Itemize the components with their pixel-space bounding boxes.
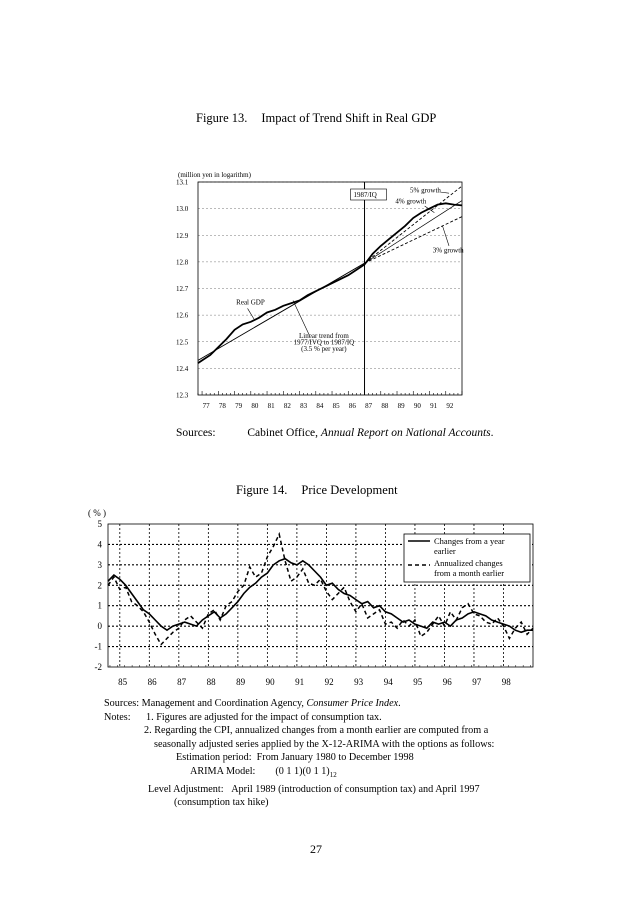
figure13-x-tick-label: 87 — [365, 402, 373, 410]
figure13-y-tick-label: 13.0 — [176, 205, 189, 214]
figure13-chart — [150, 165, 480, 420]
figure14-level-value1: April 1989 (introduction of consumption tax) and April 1997 — [231, 783, 480, 795]
figure13-y-tick-label: 12.3 — [176, 391, 189, 400]
figure14-legend — [404, 534, 530, 582]
figure13-y-tick-label: 12.9 — [176, 231, 189, 240]
figure14-y-tick-label: 4 — [97, 539, 102, 550]
figure14-x-tick-label: 91 — [295, 677, 305, 687]
figure14-x-tick-label: 95 — [413, 677, 423, 687]
legend-entry-mom-line2: from a month earlier — [434, 568, 505, 578]
figure14-note1: 1. Figures are adjusted for the impact of consumption tax. — [146, 711, 382, 723]
annotation-linear-trend-line1: Linear trend from — [299, 331, 349, 340]
figure14-level-value2: (consumption tax hike) — [174, 797, 269, 809]
figure13-leader-3pct — [443, 226, 449, 246]
figure13-x-tick-label: 88 — [381, 402, 389, 410]
figure13-source-end: . — [490, 427, 494, 439]
figure14-notes-label: Notes: — [104, 711, 131, 723]
figure13-x-tick-label: 83 — [300, 402, 308, 410]
figure14-x-tick-label: 85 — [118, 677, 128, 687]
annotation-linear-trend-line2: 1977/IVQ to 1987/IQ — [293, 338, 355, 347]
figure14-title — [236, 483, 398, 498]
figure14-estimation-line — [104, 751, 494, 765]
figure13-x-tick-label: 89 — [397, 402, 405, 410]
legend-entry-yoy-line2: earlier — [434, 546, 456, 556]
figure13-x-tick-label: 82 — [283, 402, 291, 410]
figure13-x-tick-label: 86 — [348, 402, 356, 410]
figure14-level-label: Level Adjustment: — [148, 783, 224, 795]
figure14-y-tick-label: 2 — [97, 580, 102, 591]
figure13-x-tick-label: 85 — [332, 402, 340, 410]
figure13-y-tick-label: 12.5 — [176, 338, 189, 347]
figure13-ylabel: (million yen in logarithm) — [178, 171, 251, 179]
figure14-x-tick-label: 89 — [236, 677, 246, 687]
figure13-y-tick-label: 13.1 — [176, 178, 189, 187]
figure13-leader-linear-trend — [293, 300, 309, 335]
figure13-x-tick-label: 91 — [430, 402, 438, 410]
figure13-source-org: Cabinet Office, — [247, 427, 321, 439]
figure14-arima-value: (0 1 1)(0 1 1) — [275, 765, 330, 777]
figure14-number: Figure 14. — [236, 483, 288, 497]
figure13-x-tick-label: 79 — [235, 402, 243, 410]
figure14-sources-line — [104, 697, 494, 711]
figure13-leader-real-gdp — [248, 308, 254, 319]
figure14-estimation-value: From January 1980 to December 1998 — [256, 752, 414, 764]
figure13-x-tick-label: 81 — [267, 402, 275, 410]
figure14-y-tick-label: 1 — [97, 600, 102, 611]
figure14-x-tick-label: 87 — [177, 677, 187, 687]
annotation-4pct-growth: 4% growth — [395, 197, 427, 206]
figure14-note2b: seasonally adjusted series applied by the X-12-ARIMA with the options as follows: — [154, 738, 495, 750]
figure13-leader-5pct — [441, 192, 449, 193]
figure13-x-tick-label: 78 — [218, 402, 226, 410]
figure14-y-tick-label: 0 — [97, 621, 102, 632]
figure14-x-tick-label: 96 — [442, 677, 452, 687]
figure14-x-tick-label: 98 — [501, 677, 511, 687]
figure13-source-publication: Annual Report on National Accounts — [320, 427, 491, 439]
figure14-sources-publication: Consumer Price Index — [306, 698, 399, 709]
figure14-estimation-label: Estimation period: — [176, 752, 252, 764]
figure13-source-label: Sources: — [176, 427, 216, 439]
figure13-x-tick-label: 90 — [413, 402, 421, 410]
figure13-x-tick-label: 77 — [202, 402, 210, 410]
figure14-title-text: Price Development — [301, 483, 398, 497]
figure13-title — [196, 111, 436, 126]
figure14-chart — [86, 504, 546, 694]
marker-label-1987iq: 1987/IQ — [353, 191, 377, 199]
figure14-arima-label: ARIMA Model: — [190, 765, 256, 777]
figure14-arima-subscript: 12 — [329, 771, 337, 779]
figure14-y-tick-label: -2 — [94, 662, 102, 672]
figure13-y-tick-label: 12.7 — [176, 285, 189, 293]
figure14-notes — [104, 697, 494, 810]
figure14-x-tick-label: 97 — [472, 677, 482, 687]
figure13-x-tick-label: 80 — [251, 402, 259, 410]
figure14-sources-end: . — [398, 698, 401, 709]
figure13-y-tick-label: 12.8 — [176, 258, 189, 267]
figure13-y-tick-label: 12.4 — [176, 364, 189, 373]
figure13-title-text: Impact of Trend Shift in Real GDP — [261, 111, 437, 125]
figure14-level-line1 — [104, 783, 494, 797]
figure14-x-tick-label: 92 — [324, 677, 334, 687]
annotation-5pct-growth: 5% growth — [410, 186, 441, 195]
annotation-real-gdp: Real GDP — [236, 298, 265, 307]
page-number: 27 — [310, 842, 322, 856]
figure14-x-tick-label: 90 — [265, 677, 275, 687]
figure14-note2a: 2. Regarding the CPI, annualized changes from a month earlier are computed from a — [144, 725, 489, 737]
figure14-ylabel: ( % ) — [88, 508, 106, 518]
figure13-y-tick-label: 12.6 — [176, 311, 189, 320]
figure13-x-tick-label: 84 — [316, 402, 324, 410]
annotation-3pct-growth: 3% growth — [432, 246, 464, 255]
legend-entry-yoy-line1: Changes from a year — [434, 536, 505, 546]
figure14-note1-line — [104, 711, 494, 725]
figure14-x-tick-label: 88 — [206, 677, 216, 687]
annotation-linear-trend-line3: (3.5 % per year) — [301, 345, 347, 354]
legend-entry-mom-line1: Annualized changes — [434, 558, 503, 568]
figure14-sources-label: Sources: — [104, 698, 140, 709]
figure14-x-tick-label: 94 — [383, 677, 393, 687]
figure14-y-tick-label: -1 — [94, 641, 102, 652]
figure14-y-tick-label: 5 — [97, 519, 102, 529]
figure13-series-3pct-growth — [365, 217, 463, 264]
figure14-arima-line — [104, 765, 494, 783]
figure14-x-tick-label: 86 — [147, 677, 157, 687]
figure14-x-tick-label: 93 — [354, 677, 364, 687]
figure13-source — [176, 427, 494, 439]
figure13-number: Figure 13. — [196, 111, 248, 125]
figure13-x-tick-label: 92 — [446, 402, 454, 410]
figure14-sources-org: Management and Coordination Agency, — [141, 698, 307, 709]
figure14-y-tick-label: 3 — [97, 559, 102, 570]
